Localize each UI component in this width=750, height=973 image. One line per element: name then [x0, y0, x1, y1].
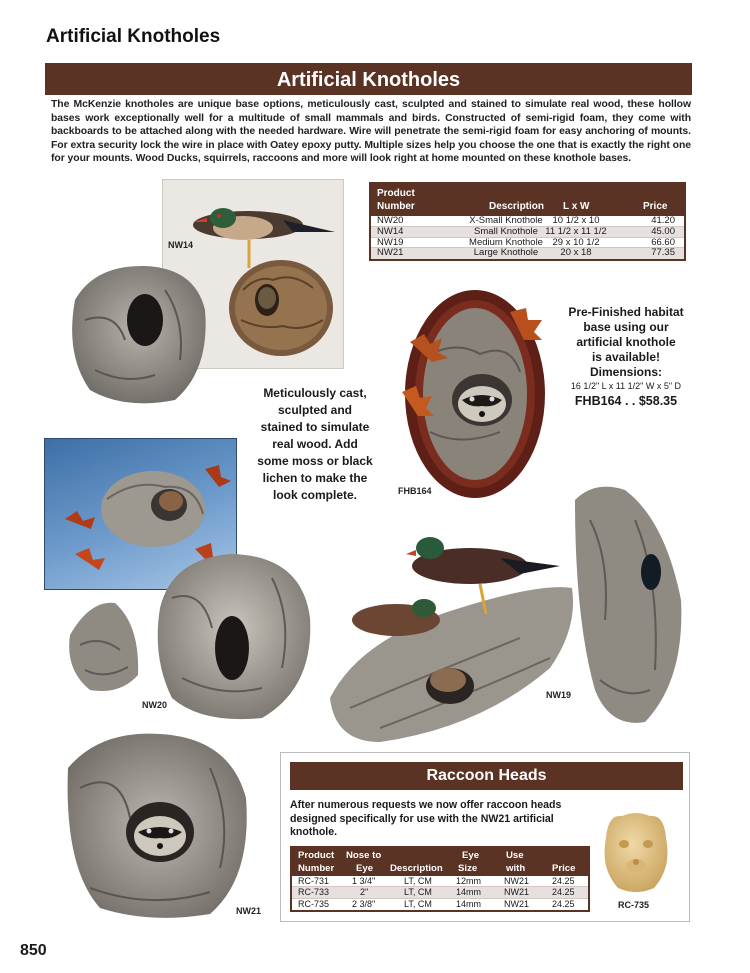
table-row: RC-735 2 3/8" LT, CM 14mm NW21 24.25 [298, 898, 575, 909]
nw20-side-piece-image [60, 595, 142, 697]
col-size: L x W [563, 201, 590, 212]
table-row: RC-733 2" LT, CM 14mm NW21 24.25 [292, 887, 588, 898]
nw20-front-knothole-image [152, 548, 316, 724]
nw19-log-with-wood-ducks-image [320, 528, 578, 748]
habitat-sku-price: FHB164 . . $58.35 [574, 394, 678, 408]
col-price: Price [643, 201, 668, 212]
table-row: NW14 Small Knothole 11 1/2 x 11 1/2 45.00 [371, 227, 684, 238]
nw20-label: NW20 [142, 700, 168, 710]
intro-paragraph: The McKenzie knotholes are unique base options, meticulously cast, sculpted and stained to simulate real wood, these hollow bases work exceptionally well for a multitude of small mammals and birds. Constructed of semi-rigid foam, they come with backboards to be attached along with the needed hardware. Wire will penetrate the semi-rigid foam for easy anchoring of mounts. For extra security lock the wire in place with Oatey epoxy putty. Multiple sizes help you choose the one that is exactly the right one for your mounts. Wood Ducks, squirrels, raccoons and more will look right at home mounted on these knothole bases. [51, 99, 691, 165]
section-banner: Artificial Knotholes [45, 63, 692, 95]
nw14-label: NW14 [168, 240, 194, 250]
raccoon-heads-intro: After numerous requests we now offer raccoon heads designed specifically for use with the NW21 artificial knothole. [290, 799, 562, 839]
habitat-base-info: Pre-Finished habitat base using our artificial knothole is available! Dimensions: 16 1/2" L x 11 1/2" W x 5" D FHB164 . . $58.35 [560, 305, 692, 409]
page-number: 850 [20, 942, 47, 959]
raccoon-heads-table [290, 846, 590, 912]
rc735-label: RC-735 [618, 900, 650, 910]
knothole-product-table [369, 182, 686, 261]
nw21-label: NW21 [236, 906, 262, 916]
table-row: NW21 Large Knothole 20 x 18 77.35 [371, 248, 684, 259]
table-header: Product Number Nose to Eye Description Eye Size Use with Price [292, 848, 588, 876]
page-title: Artificial Knotholes [46, 26, 221, 47]
nw20-knothole-image [65, 260, 210, 408]
tall-knothole-image [565, 480, 687, 728]
fhb164-habitat-base-image [390, 282, 560, 512]
table-row: NW20 X-Small Knothole 10 1/2 x 10 41.20 [371, 216, 684, 227]
table-row: NW19 Medium Knothole 29 x 10 1/2 66.60 [371, 238, 684, 249]
col-number-line1: Product [377, 188, 415, 199]
knothole-callout: Meticulously cast, sculpted and stained to simulate real wood. Add some moss or black lichen to make the look complete. [257, 386, 373, 502]
table-row: RC-731 1 3/4" LT, CM 12mm NW21 24.25 [292, 876, 588, 887]
nw21-raccoon-knothole-image [60, 728, 252, 924]
habitat-dimensions: 16 1/2" L x 11 1/2" W x 5" D [570, 381, 682, 391]
rc735-raccoon-head-form-image [598, 808, 674, 896]
nw19-label: NW19 [546, 690, 572, 700]
col-number-line2: Number [377, 201, 415, 212]
col-description: Description [489, 201, 545, 212]
table-header [371, 184, 684, 216]
fhb164-label: FHB164 [398, 486, 432, 496]
raccoon-heads-banner: Raccoon Heads [290, 762, 683, 790]
